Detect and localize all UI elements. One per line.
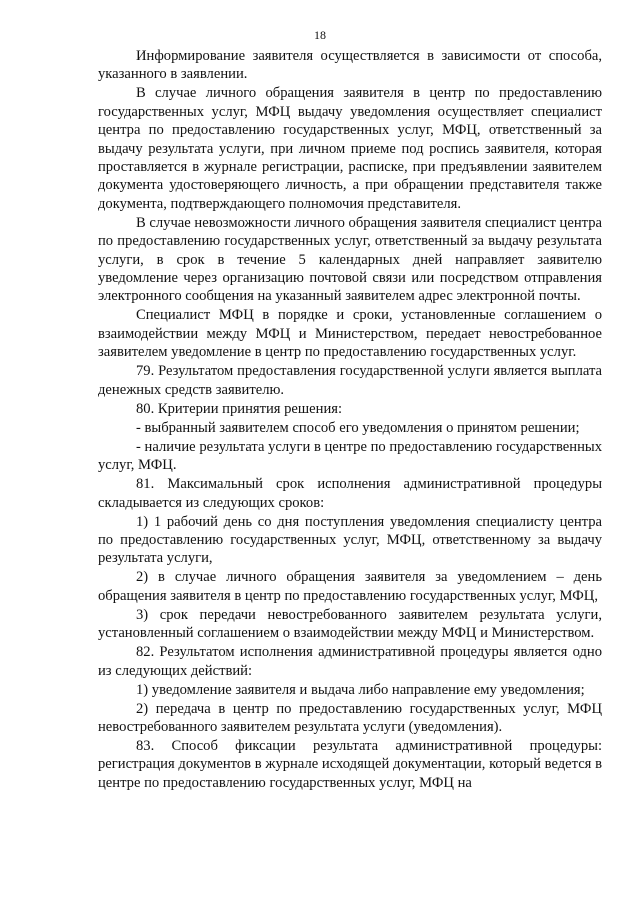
paragraph-personal-visit: В случае личного обращения заявителя в центр по предоставлению государственных услуг, МФЦ выдачу уведомления осуществляет специалист центра по предоставлению государственных услуг, МФЦ, ответственный за выдачу результата услуги, при личном приеме под роспись заявителя, которая проставляется в журнале регистрации, расписке, при предъявлении заявителем документа удостоверяющего личность, а при обращении представителя также документа, подтверждающего полномочия представителя. [98, 85, 602, 212]
paragraph-mfc-specialist: Специалист МФЦ в порядке и сроки, установленные соглашением о взаимодействии между МФЦ и Министерством, передает невостребованное заявителем уведомление в центр по предоставлению государственных услуг. [98, 307, 602, 361]
result-item-1: 1) уведомление заявителя и выдача либо направление ему уведомления; [136, 681, 585, 698]
criteria-item-1: - выбранный заявителем способ его уведомления о принятом решении; [136, 419, 580, 436]
page-number: 18 [314, 28, 326, 42]
term-item-2: 2) в случае личного обращения заявителя за уведомлением – день обращения заявителя в центр по предоставлению государственных услуг, МФЦ, [98, 569, 602, 604]
paragraph-no-personal-visit: В случае невозможности личного обращения заявителя специалист центра по предоставлению государственных услуг, ответственный за выдачу результата услуги, в срок в течение 5 календарных дней направляет заявителю уведомление через организацию почтовой связи или посредством отправления электронного сообщения на указанный заявителем адрес электронной почты. [98, 214, 602, 305]
paragraph-79: 79. Результатом предоставления государственной услуги является выплата денежных средств заявителю. [98, 363, 602, 398]
term-item-3: 3) срок передачи невостребованного заявителем результата услуги, установленный соглашением о взаимодействии между МФЦ и Министерством. [98, 606, 602, 642]
paragraph-83: 83. Способ фиксации результата административной процедуры: регистрация документов в журнале исходящей документации, который ведется в центре по предоставлению государственных услуг, МФЦ на [98, 737, 602, 791]
paragraph-81: 81. Максимальный срок исполнения административной процедуры складывается из следующих сроков: [98, 476, 602, 511]
document-body [98, 47, 602, 793]
criteria-item-2: - наличие результата услуги в центре по предоставлению государственных услуг, МФЦ. [98, 438, 602, 474]
result-item-2: 2) передача в центр по предоставлению государственных услуг, МФЦ невостребованного заявителем результата услуги (уведомления). [98, 700, 602, 735]
paragraph-informing: Информирование заявителя осуществляется в зависимости от способа, указанного в заявлении. [98, 48, 602, 83]
term-item-1: 1) 1 рабочий день со дня поступления уведомления специалисту центра по предоставлению государственных услуг, МФЦ, ответственному за выдачу результата услуги, [98, 513, 602, 567]
paragraph-80: 80. Критерии принятия решения: [136, 400, 343, 417]
paragraph-82: 82. Результатом исполнения административной процедуры является одно из следующих действий: [98, 644, 602, 679]
